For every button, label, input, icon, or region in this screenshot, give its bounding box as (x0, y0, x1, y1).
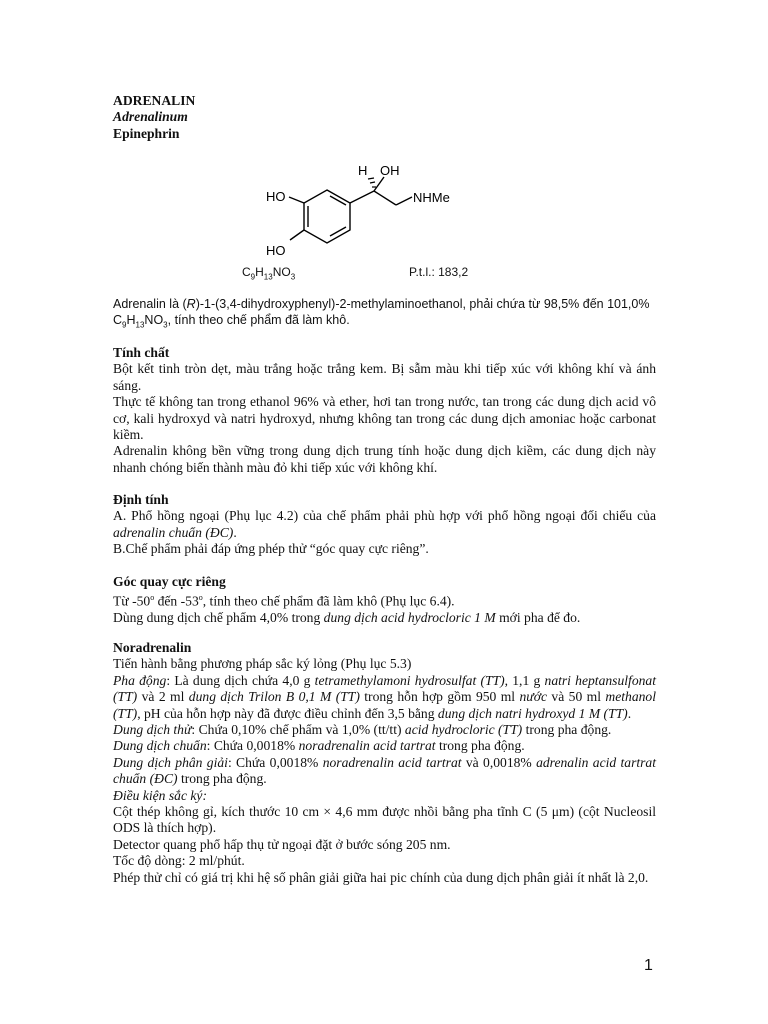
dung-dich-phan-giai: Dung dịch phân giải: Chứa 0,0018% noradrenalin acid tartrat và 0,0018% adrenalin acid tartrat chuẩn (ĐC) trong pha động. (113, 754, 657, 787)
structure-label-nhme: NHMe (413, 190, 450, 205)
structure-label-h: H (358, 163, 368, 178)
structure-label-ho-upper: HO (266, 189, 286, 204)
section-heading: Góc quay cực riêng (113, 574, 226, 589)
structure-label-ho-lower: HO (266, 243, 286, 258)
synonym: Epinephrin (113, 125, 180, 141)
dung-dich-thu: Dung dịch thử: Chứa 0,10% chế phẩm và 1,0% (tt/tt) acid hydrocloric (TT) trong pha động. (113, 722, 612, 738)
page-number: 1 (644, 957, 653, 974)
section-goc-quay: Góc quay cực riêng Từ -50$^o$ đến -53$^o$, tính theo chế phẩm đã làm khô (Phụ lục 6.4). Dùng dung dịch chế phẩm 4,0% trong dung dịch acid hydrocloric 1 M mới pha để đo. (113, 574, 656, 627)
structure-label-oh: OH (380, 163, 400, 178)
molecular-formula: $C_9H_{13}NO_3$ (242, 265, 296, 282)
section-heading: Tính chất (113, 345, 170, 360)
monograph-header (113, 93, 656, 142)
intro-paragraph: Adrenalin là (R)-1-(3,4-dihydroxyphenyl)-2-methylaminoethanol, phải chứa từ 98,5% đến 101,0% $C_9H_{13}NO_3$, tính theo chế phẩm đã làm khô. (113, 297, 650, 330)
section-heading: Noradrenalin (113, 640, 192, 655)
latin-name: Adrenalinum (113, 109, 188, 125)
section-tinh-chat: Tính chất Bột kết tinh tròn dẹt, màu trắng hoặc trắng kem. Bị sẫm màu khi tiếp xúc với không khí và ánh sáng. Thực tế không tan trong ethanol 96% và ether, hơi tan trong nước, tan trong các dung dịch acid vô cơ, kali hydroxyd và natri hydroxyd, nhưng không tan trong các dung dịch amoniac hoặc carbonat kiềm. Adrenalin không bền vững trong dung dịch trung tính hoặc dung dịch kiềm, các dung dịch này nhanh chóng biến thành màu đỏ khi tiếp xúc với không khí. (113, 345, 656, 475)
monograph-title: ADRENALIN (113, 93, 196, 108)
molar-mass: P.t.l.: 183,2 (409, 265, 469, 279)
section-heading: Định tính (113, 492, 169, 507)
section-noradrenalin: Noradrenalin Tiến hành bằng phương pháp sắc ký lỏng (Phụ lục 5.3) Pha động: Là dung dịch chứa 4,0 g tetramethylamoni hydrosulfat (TT), 1,1 g natri heptansulfonat (TT) và 2 ml dung dịch Trilon B 0,1 M (TT) trong hỗn hợp gồm 950 ml nước và 50 ml methanol (TT), pH của hỗn hợp này đã được điều chỉnh đến 3,5 bằng dung dịch natri hydroxyd 1 M (TT). Dung dịch thử: Chứa 0,10% chế phẩm và 1,0% (tt/tt) acid hydrocloric (TT) trong pha động. Dung dịch chuẩn: Chứa 0,0018% noradrenalin acid tartrat trong pha động. Dung dịch phân giải: Chứa 0,0018% noradrenalin acid tartrat và 0,0018% adrenalin acid tartrat chuẩn (ĐC) trong pha động. Điều kiện sắc ký: Cột thép không gỉ, kích thước 10 cm × 4,6 mm được nhồi bằng pha tĩnh C (5 μm) (cột Nucleosil ODS là thích hợp). Detector quang phổ hấp thụ tử ngoại đặt ở bước sóng 205 nm. Tốc độ dòng: 2 ml/phút. Phép thử chỉ có giá trị khi hệ số phân giải giữa hai pic chính của dung dịch phân giải ít nhất là 2,0. (113, 640, 657, 885)
chemical-structure (262, 160, 462, 265)
pha-dong: Pha động: Là dung dịch chứa 4,0 g tetramethylamoni hydrosulfat (TT), 1,1 g natri heptansulfonat (TT) và 2 ml dung dịch Trilon B 0,1 M (TT) trong hỗn hợp gồm 950 ml nước và 50 ml methanol (TT), pH của hỗn hợp này đã được điều chỉnh đến 3,5 bằng dung dịch natri hydroxyd 1 M (TT). (113, 672, 656, 721)
section-dinh-tinh: Định tính A. Phổ hồng ngoại (Phụ lục 4.2) của chế phẩm phải phù hợp với phổ hồng ngoại đối chiếu của adrenalin chuẩn (ĐC). B.Chế phẩm phải đáp ứng phép thử “góc quay cực riêng”. (113, 492, 656, 557)
dung-dich-chuan: Dung dịch chuẩn: Chứa 0,0018% noradrenalin acid tartrat trong pha động. (113, 738, 525, 754)
